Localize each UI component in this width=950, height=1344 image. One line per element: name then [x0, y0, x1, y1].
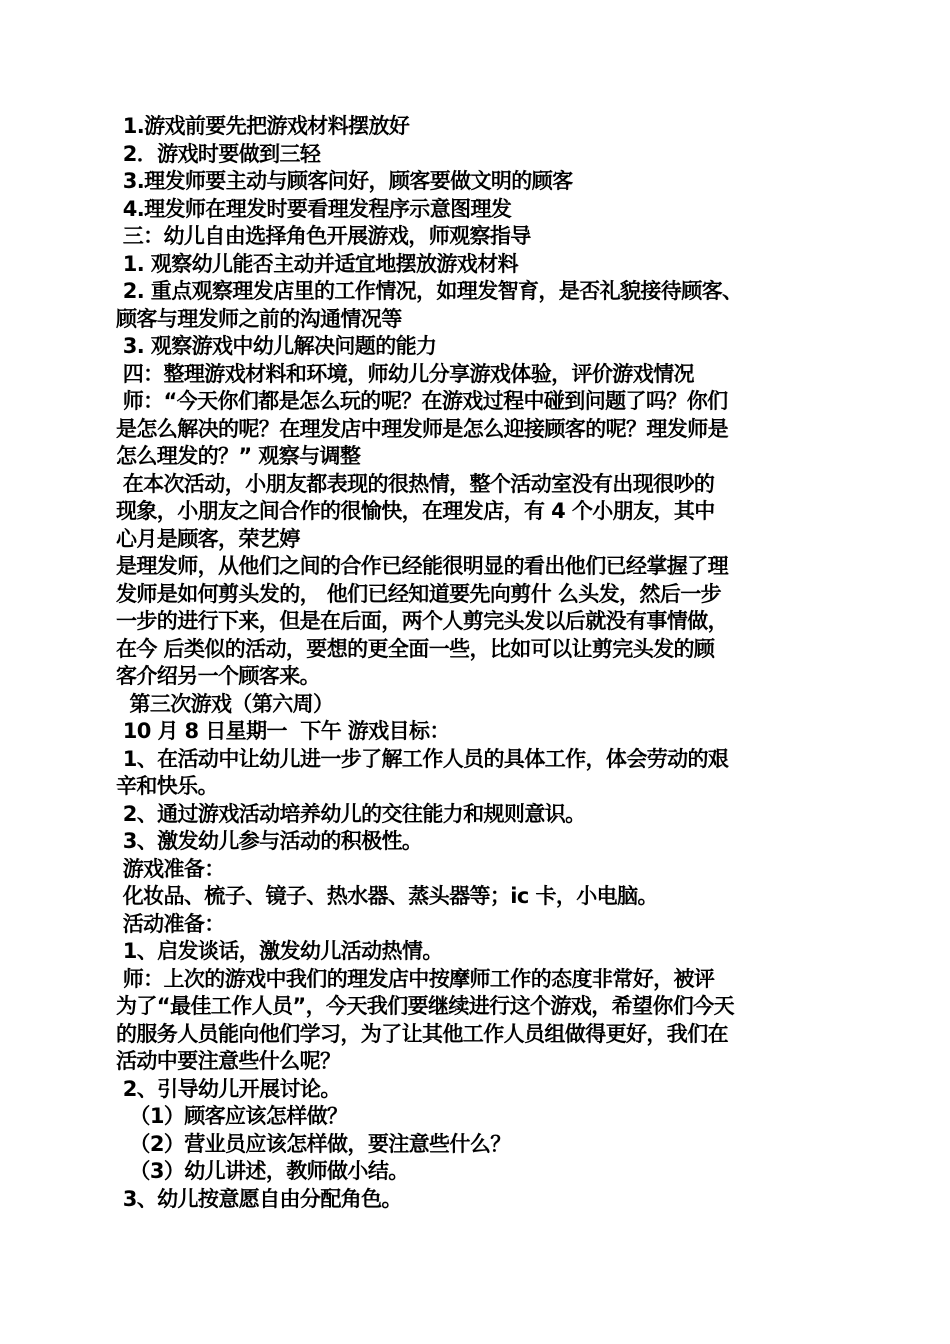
text-line: （1）顾客应该怎样做？: [116, 1104, 348, 1128]
text-line: 客介绍另一个顾客来。: [116, 664, 320, 688]
text-line: （2）营业员应该怎样做，要注意些什么？: [116, 1131, 511, 1156]
text-line: 顾客与理发师之前的沟通情况等: [116, 306, 402, 331]
text-line: 化妆品、梳子、镜子、热水器、蒸头器等；ic 卡，小电脑。: [116, 884, 658, 908]
text-line: 活动准备：: [116, 911, 225, 936]
text-line: 2、通过游戏活动培养幼儿的交往能力和规则意识。: [116, 801, 586, 826]
text-line: 师：“今天你们都是怎么玩的呢？在游戏过程中碰到问题了吗？你们: [116, 389, 728, 413]
text-line: 的服务人员能向他们学习，为了让其他工作人员组做得更好，我们在: [116, 1021, 728, 1046]
text-line: 4.理发师在理发时要看理发程序示意图理发: [116, 196, 512, 221]
text-line: 师：上次的游戏中我们的理发店中按摩师工作的态度非常好，被评: [116, 966, 715, 991]
text-line: 是理发师，从他们之间的合作已经能很明显的看出他们已经掌握了理: [116, 554, 728, 578]
text-line: 现象，小朋友之间合作的很愉快，在理发店，有 4 个小朋友，其中: [116, 499, 715, 523]
text-line: 心月是顾客，荣艺婷: [116, 526, 300, 551]
text-line: 是怎么解决的呢？在理发店中理发师是怎么迎接顾客的呢？理发师是: [116, 416, 728, 441]
text-line: 2．游戏时要做到三轻: [116, 141, 321, 166]
text-line: 1、在活动中让幼儿进一步了解工作人员的具体工作，体会劳动的艰: [116, 746, 729, 771]
section-heading: 第三次游戏（第六周）: [116, 691, 334, 716]
text-line: 活动中要注意些什么呢？: [116, 1049, 341, 1073]
text-line: 为了“最佳工作人员”，今天我们要继续进行这个游戏，希望你们今天: [116, 994, 735, 1018]
text-line: 1.游戏前要先把游戏材料摆放好: [116, 114, 410, 138]
text-line: 游戏准备：: [116, 856, 225, 881]
text-line: 1、启发谈话，激发幼儿活动热情。: [116, 939, 443, 963]
text-line: （3）幼儿讲述，教师做小结。: [116, 1159, 409, 1183]
document-body: [116, 113, 838, 1213]
text-line: 辛和快乐。: [116, 774, 218, 798]
text-line: 10 月 8 日星期一 下午 游戏目标：: [116, 719, 450, 743]
text-line: 一步的进行下来，但是在后面，两个人剪完头发以后就没有事情做，: [116, 609, 728, 633]
text-line: 2. 重点观察理发店里的工作情况，如理发智育，是否礼貌接待顾客、: [116, 279, 743, 303]
text-line: 在今 后类似的活动，要想的更全面一些，比如可以让剪完头发的顾: [116, 636, 715, 661]
text-line: 3. 观察游戏中幼儿解决问题的能力: [116, 334, 437, 358]
text-line: 3、幼儿按意愿自由分配角色。: [116, 1186, 402, 1211]
text-line: 发师是如何剪头发的， 他们已经知道要先向剪什 么头发，然后一步: [116, 581, 722, 606]
text-line: 怎么理发的？” 观察与调整: [116, 444, 361, 468]
text-line: 1. 观察幼儿能否主动并适宜地摆放游戏材料: [116, 251, 519, 276]
section-heading: 四：整理游戏材料和环境，师幼儿分享游戏体验，评价游戏情况: [116, 361, 694, 386]
text-line: 2、引导幼儿开展讨论。: [116, 1076, 341, 1101]
section-heading: 三：幼儿自由选择角色开展游戏，师观察指导: [116, 224, 531, 248]
text-line: 3.理发师要主动与顾客问好，顾客要做文明的顾客: [116, 169, 573, 193]
text-line: 3、激发幼儿参与活动的积极性。: [116, 829, 423, 853]
text-line: 在本次活动，小朋友都表现的很热情，整个活动室没有出现很吵的: [116, 471, 715, 496]
